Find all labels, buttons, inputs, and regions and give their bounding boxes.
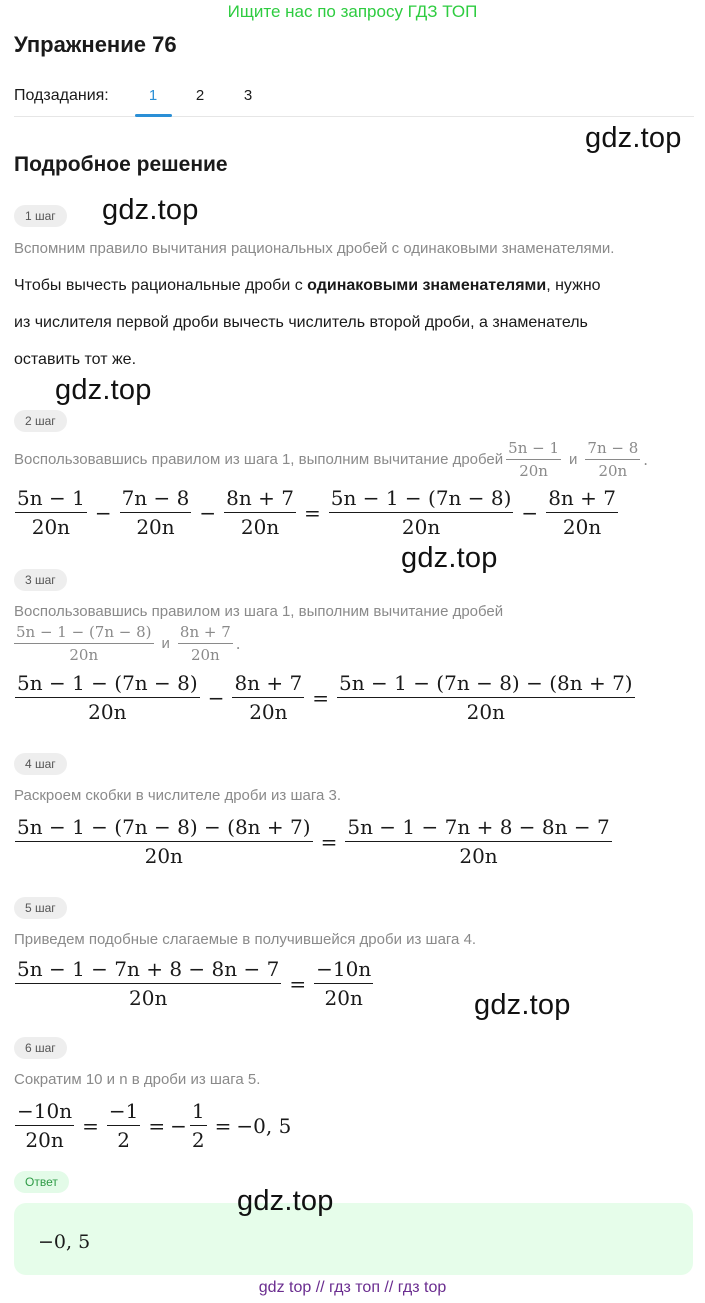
step-1-text-line-3: оставить тот же. [14, 351, 137, 368]
equals-sign: = [289, 971, 307, 996]
numerator: 5n − 1 − (7n − 8) [17, 671, 198, 695]
fraction [15, 486, 87, 539]
numerator: 5n − 1 − (7n − 8) [330, 486, 512, 510]
denominator: 20n [15, 697, 200, 724]
answer-box [14, 1203, 693, 1275]
denominator: 20n [337, 697, 635, 724]
step-1-text-part: , нужно [546, 277, 601, 294]
equals-sign: = [303, 500, 321, 525]
minus-sign: − [521, 500, 539, 525]
denominator: 20n [15, 983, 281, 1010]
watermark: gdz.top [401, 542, 498, 574]
active-tab-indicator [135, 114, 172, 117]
tabs-divider [14, 116, 694, 117]
fraction [15, 1099, 74, 1152]
equals-sign: = [312, 685, 330, 710]
numerator: 5n − 1 − 7n + 8 − 8n − 7 [17, 957, 280, 981]
step-6-equation [12, 1099, 291, 1152]
step-badge-3: 3 шаг [14, 569, 67, 591]
fraction [585, 439, 640, 480]
denominator: 20n [585, 459, 640, 480]
subtasks-label: Подзадания: [14, 87, 109, 104]
numerator: 5n − 1 − (7n − 8) [16, 623, 152, 641]
page-title: Упражнение 76 [14, 32, 177, 57]
footer-links[interactable]: gdz top // гдз топ // гдз top [258, 1279, 447, 1296]
equals-sign: = [148, 1113, 166, 1138]
step-6-hint: Сократим 10 и n в дроби из шага 5. [14, 1071, 261, 1088]
step-badge-6: 6 шаг [14, 1037, 67, 1059]
and-word: и [569, 451, 578, 468]
step-1-hint: Вспомним правило вычитания рациональных дробей с одинаковыми знаменателями. [14, 240, 615, 257]
minus-sign: − [207, 685, 225, 710]
step-2-hint-text: Воспользовавшись правилом из шага 1, выполним вычитание дробей [14, 451, 504, 468]
equals-sign: = [320, 829, 338, 854]
fraction [15, 957, 281, 1010]
promo-text: Ищите нас по запросу ГДЗ ТОП [227, 2, 478, 21]
watermark: gdz.top [55, 374, 152, 406]
numerator: 5n − 1 [17, 486, 85, 510]
fraction [190, 1099, 207, 1152]
step-2-hint [14, 439, 648, 480]
and-word: и [161, 635, 170, 652]
watermark: gdz.top [102, 194, 199, 226]
numerator: 5n − 1 − 7n + 8 − 8n − 7 [347, 815, 610, 839]
step-2-hint-fracs [503, 439, 648, 480]
tab-subtask-3[interactable]: 3 [243, 87, 253, 104]
tab-subtask-2[interactable]: 2 [195, 87, 205, 104]
answer-badge: Ответ [14, 1171, 69, 1193]
denominator: 20n [546, 512, 618, 539]
step-4-hint: Раскроем скобки в числителе дроби из шага 3. [14, 787, 341, 804]
denominator: 20n [120, 512, 192, 539]
step-4-equation [12, 815, 615, 868]
fraction [15, 815, 313, 868]
fraction [337, 671, 635, 724]
step-badge-4: 4 шаг [14, 753, 67, 775]
period: . [643, 450, 649, 469]
step-1-text-bold: одинаковыми знаменателями [307, 277, 547, 294]
denominator: 2 [107, 1125, 140, 1152]
denominator: 2 [190, 1125, 207, 1152]
step-3-hint-math [14, 623, 241, 664]
numerator: 7n − 8 [121, 486, 190, 510]
numerator: −1 [108, 1099, 139, 1123]
fraction [329, 486, 514, 539]
step-2-equation [12, 486, 621, 539]
fraction [120, 486, 192, 539]
step-3-hint: Воспользовавшись правилом из шага 1, выполним вычитание дробей [14, 603, 504, 620]
step-5-hint: Приведем подобные слагаемые в получившейся дроби из шага 4. [14, 931, 477, 948]
denominator: 20n [15, 841, 313, 868]
step-3-equation [12, 671, 638, 724]
watermark: gdz.top [237, 1185, 334, 1217]
equals-sign: = [82, 1113, 99, 1138]
numerator: −10n [17, 1099, 73, 1123]
step-1-text-part: Чтобы вычесть рациональные дроби с [14, 277, 308, 294]
numerator: 8n + 7 [548, 486, 616, 510]
denominator: 20n [15, 512, 87, 539]
denominator: 20n [506, 459, 561, 480]
minus-sign: − [94, 500, 112, 525]
numerator: 1 [191, 1099, 205, 1123]
section-title: Подробное решение [14, 153, 228, 176]
fraction [232, 671, 304, 724]
fraction [14, 623, 154, 664]
denominator: 20n [345, 841, 611, 868]
step-5-equation [12, 957, 376, 1010]
minus-sign: − [170, 1113, 187, 1138]
period: . [235, 634, 241, 653]
numerator: 8n + 7 [226, 486, 294, 510]
denominator: 20n [314, 983, 373, 1010]
fraction [107, 1099, 140, 1152]
watermark: gdz.top [474, 989, 571, 1021]
step-badge-2: 2 шаг [14, 410, 67, 432]
step-1-text-line-2: из числителя первой дроби вычесть числитель второй дроби, а знаменатель [14, 314, 588, 331]
tab-subtask-1[interactable]: 1 [148, 87, 158, 104]
step-badge-1: 1 шаг [14, 205, 67, 227]
step-badge-5: 5 шаг [14, 897, 67, 919]
final-value: −0, 5 [236, 1113, 292, 1138]
denominator: 20n [329, 512, 514, 539]
denominator: 20n [232, 697, 304, 724]
fraction [15, 671, 200, 724]
numerator: 8n + 7 [234, 671, 303, 695]
fraction [224, 486, 296, 539]
denominator: 20n [14, 643, 154, 664]
step-1-text [14, 267, 694, 378]
denominator: 20n [224, 512, 296, 539]
numerator: 8n + 7 [179, 623, 231, 641]
numerator: 5n − 1 − (7n − 8) − (8n + 7) [17, 815, 311, 839]
fraction [314, 957, 373, 1010]
numerator: 5n − 1 − (7n − 8) − (8n + 7) [339, 671, 633, 695]
denominator: 20n [178, 643, 233, 664]
fraction [345, 815, 611, 868]
fraction [178, 623, 233, 664]
equals-sign: = [214, 1113, 232, 1138]
numerator: 5n − 1 [508, 439, 560, 457]
minus-sign: − [199, 500, 217, 525]
step-3-hint-fracs [14, 623, 241, 664]
denominator: 20n [15, 1125, 74, 1152]
answer-value: −0, 5 [38, 1231, 91, 1253]
numerator: 7n − 8 [587, 439, 639, 457]
fraction [546, 486, 618, 539]
fraction [506, 439, 561, 480]
numerator: −10n [316, 957, 372, 981]
watermark: gdz.top [585, 122, 682, 154]
